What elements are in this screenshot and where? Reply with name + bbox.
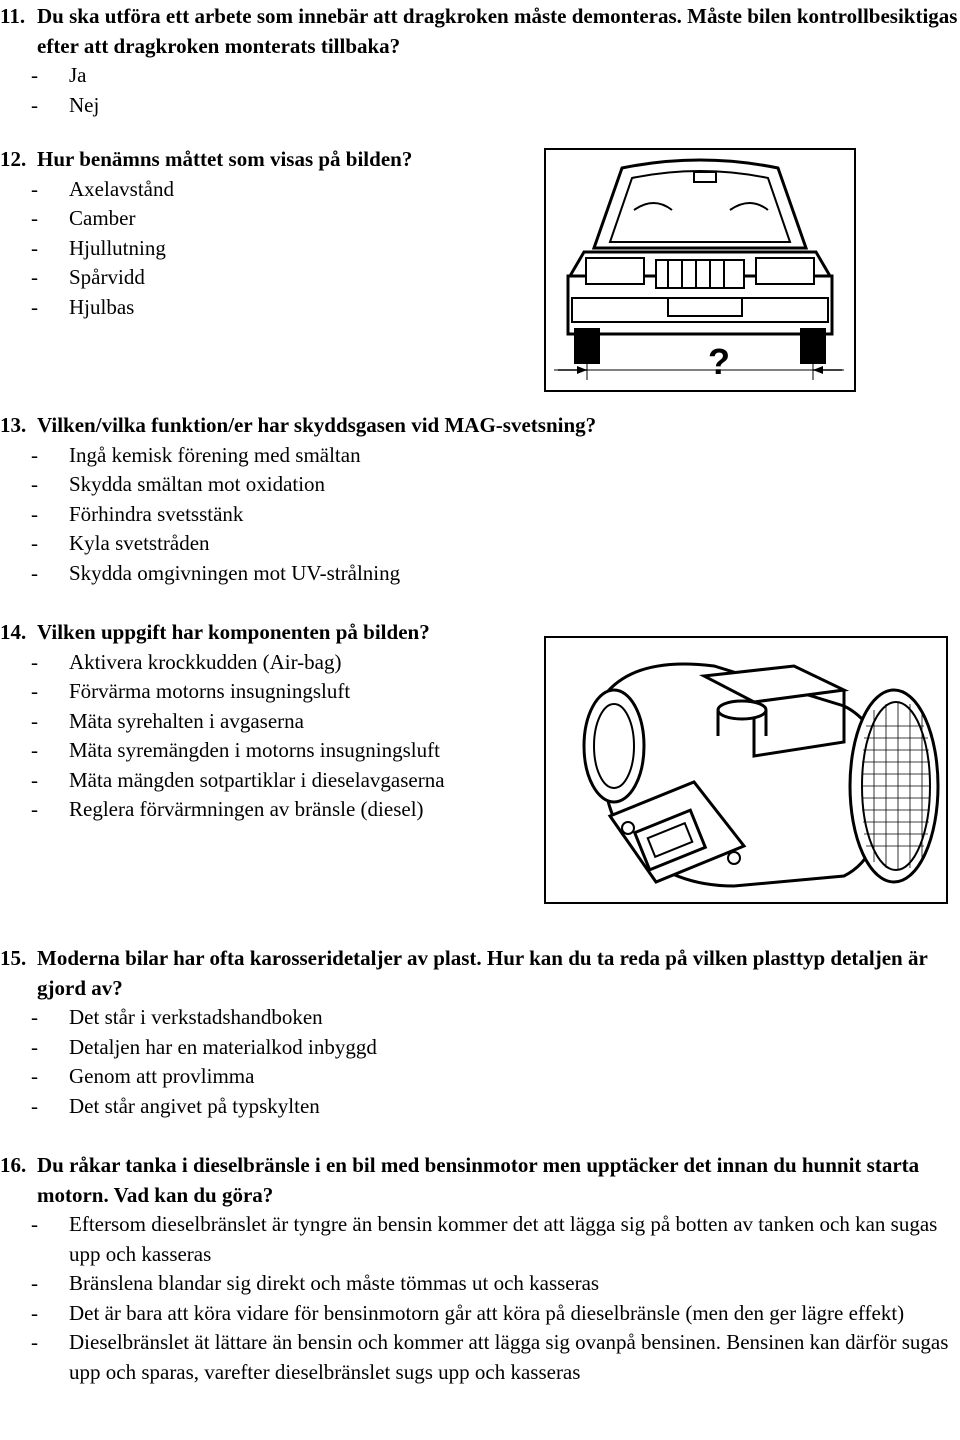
option[interactable]: - Skydda omgivningen mot UV-strålning	[31, 560, 401, 585]
question-15	[0, 944, 960, 1121]
question-11-title	[0, 2, 960, 61]
option[interactable]: - Dieselbränslet ät lättare än bensin och kommer att lägga sig ovanpå bensinen. Bensinen kan därför sugas upp och sparas, varefter dieselbränslet sugs upp och kasseras	[31, 1330, 949, 1384]
option[interactable]: - Bränslena blandar sig direkt och måste tömmas ut och kasseras	[31, 1271, 600, 1295]
question-13-text: Vilken/vilka funktion/er har skyddsgasen vid MAG-svetsning?	[37, 413, 597, 437]
question-16-options	[0, 1210, 960, 1387]
option[interactable]: - Mäta syremängden i motorns insugningsluft	[31, 738, 440, 762]
option[interactable]: - Skydda smältan mot oxidation	[31, 472, 326, 496]
option[interactable]: - Aktivera krockkudden (Air-bag)	[31, 649, 342, 674]
option[interactable]: - Mäta mängden sotpartiklar i dieselavgaserna	[31, 767, 445, 792]
car-track-width-figure	[544, 148, 856, 392]
option[interactable]: - Hjulbas	[31, 294, 135, 319]
option[interactable]: - Ja	[31, 63, 87, 87]
question-13	[0, 411, 960, 588]
option[interactable]: - Mäta syrehalten i avgaserna	[31, 708, 304, 733]
option[interactable]: - Camber	[31, 206, 136, 230]
question-11-text: Du ska utföra ett arbete som innebär att dragkroken måste demonteras. Måste bilen kontrollbesiktigas efter att dragkroken monterats tillbaka?	[37, 4, 958, 58]
option[interactable]: - Ingå kemisk förening med smältan	[31, 442, 361, 467]
option[interactable]: - Detaljen har en materialkod inbyggd	[31, 1034, 377, 1059]
option[interactable]: - Hjullutning	[31, 235, 166, 260]
question-12-title	[0, 145, 540, 175]
option[interactable]: - Spårvidd	[31, 265, 145, 289]
question-13-options	[0, 441, 960, 589]
question-14-text: Vilken uppgift har komponenten på bilden?	[37, 620, 430, 644]
option[interactable]: - Axelavstånd	[31, 176, 174, 201]
question-12-options	[0, 175, 540, 323]
measure-question-mark: ?	[708, 341, 730, 382]
question-13-title	[0, 411, 960, 441]
option[interactable]: - Reglera förvärmningen av bränsle (diesel)	[31, 797, 424, 821]
car-front-illustration	[544, 148, 856, 392]
question-16-title	[0, 1151, 960, 1210]
option[interactable]: - Det står i verkstadshandboken	[31, 1005, 323, 1029]
option[interactable]: - Nej	[31, 92, 100, 117]
air-mass-meter-figure	[544, 636, 948, 904]
question-15-options	[0, 1003, 960, 1121]
question-11	[0, 2, 960, 120]
option[interactable]: - Förhindra svetsstänk	[31, 501, 244, 526]
question-12-text: Hur benämns måttet som visas på bilden?	[37, 147, 413, 171]
option[interactable]: - Kyla svetstråden	[31, 531, 210, 555]
question-16-text: Du råkar tanka i dieselbränsle i en bil med bensinmotor men upptäcker det innan du hunnit starta motorn. Vad kan du göra?	[37, 1153, 920, 1207]
air-mass-meter-illustration	[544, 636, 948, 904]
question-15-title	[0, 944, 960, 1003]
question-12-number: 12.	[0, 147, 27, 171]
question-15-number: 15.	[0, 946, 27, 970]
question-12	[0, 145, 540, 322]
option[interactable]: - Eftersom dieselbränslet är tyngre än bensin kommer det att lägga sig på botten av tanken och kan sugas upp och kasseras	[31, 1212, 938, 1266]
question-16	[0, 1151, 960, 1387]
question-11-number: 11.	[0, 4, 26, 28]
question-15-text: Moderna bilar har ofta karosseridetaljer av plast. Hur kan du ta reda på vilken plasttyp detaljen är gjord av?	[37, 946, 928, 1000]
question-14	[0, 618, 560, 825]
question-14-options	[0, 648, 560, 825]
option[interactable]: - Förvärma motorns insugningsluft	[31, 679, 351, 703]
question-14-title	[0, 618, 560, 648]
option[interactable]: - Det är bara att köra vidare för bensinmotorn går att köra på dieselbränsle (men den ger lägre effekt)	[31, 1300, 905, 1325]
question-11-options	[0, 61, 960, 120]
option[interactable]: - Genom att provlimma	[31, 1064, 255, 1088]
option[interactable]: - Det står angivet på typskylten	[31, 1093, 320, 1118]
question-13-number: 13.	[0, 413, 27, 437]
question-14-number: 14.	[0, 620, 27, 644]
question-16-number: 16.	[0, 1153, 27, 1177]
